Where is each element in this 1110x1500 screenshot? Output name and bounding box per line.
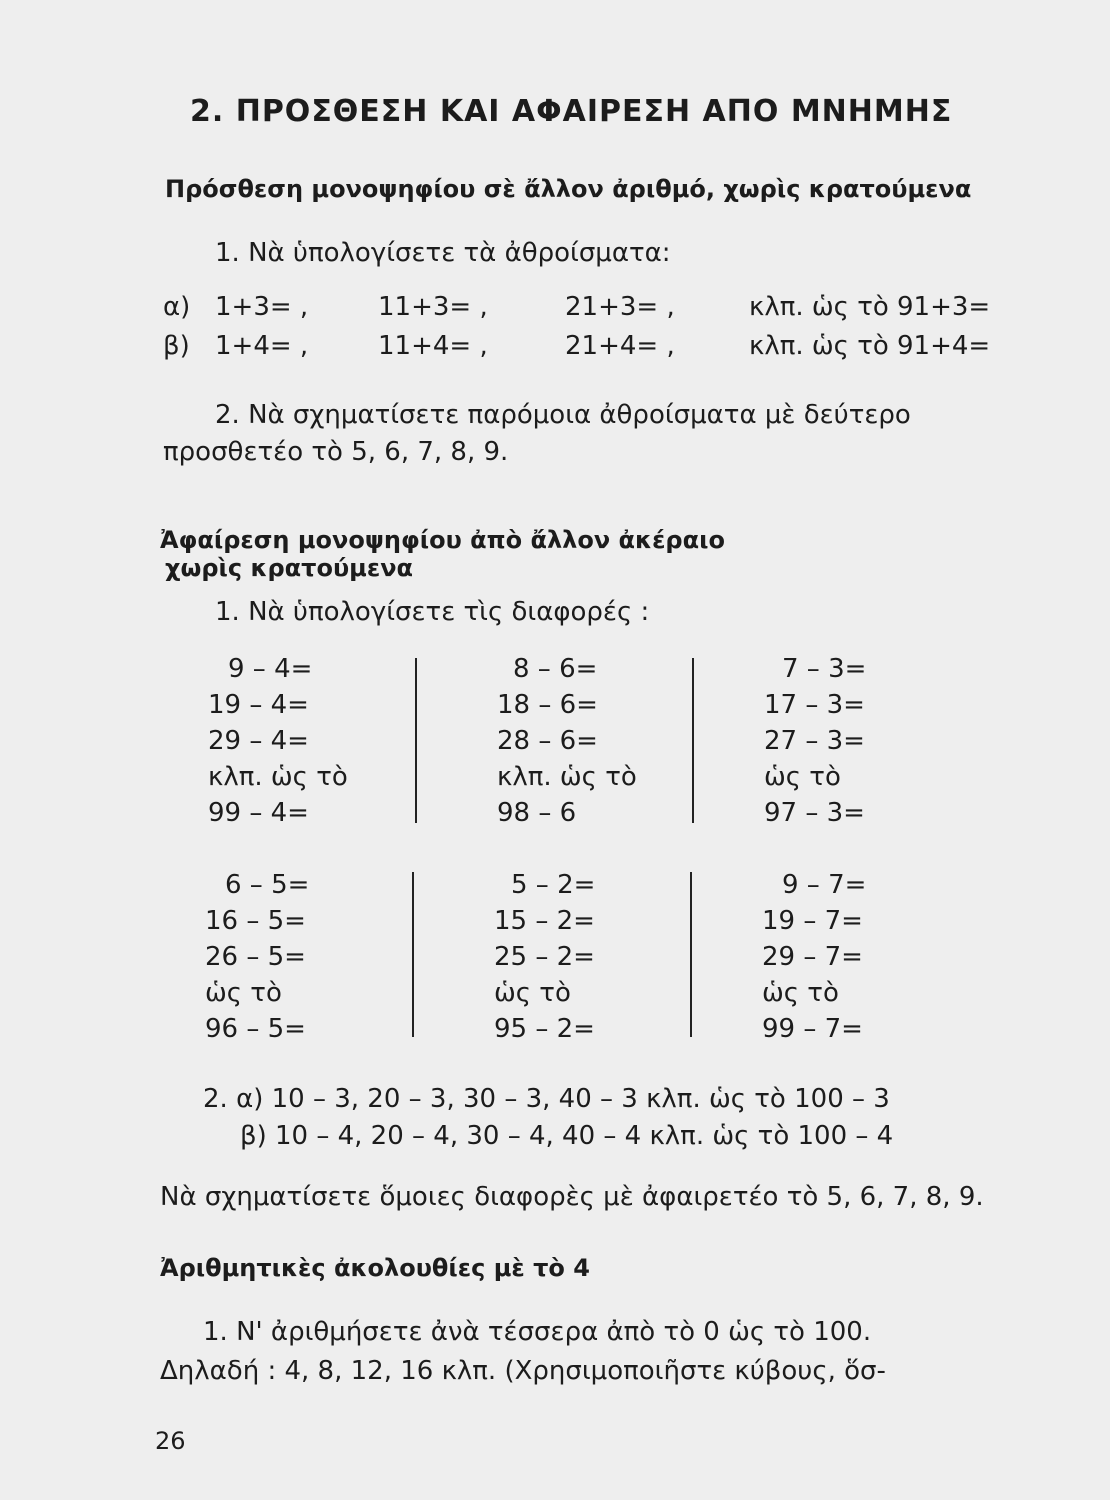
equation: 29 – 7= [762, 942, 863, 972]
column-divider [690, 872, 692, 1037]
equation: 27 – 3= [764, 726, 865, 756]
equation: 98 – 6 [497, 798, 577, 828]
column-divider [415, 658, 417, 823]
equation: κλπ. ὡς τὸ [497, 762, 637, 792]
equation: 19 – 4= [208, 690, 309, 720]
exercise-text: 2. Νὰ σχηματίσετε παρόμοια ἀθροίσματα μὲ δεύτερο [215, 400, 911, 430]
equation: κλπ. ὡς τὸ 91+4= [749, 331, 991, 361]
equation: 96 – 5= [205, 1014, 306, 1044]
equation: 7 – 3= [782, 654, 867, 684]
equation: 95 – 2= [494, 1014, 595, 1044]
equation: κλπ. ὡς τὸ [208, 762, 348, 792]
equation: 29 – 4= [208, 726, 309, 756]
exercise-text: 1. Ν' ἀριθμήσετε ἀνὰ τέσσερα ἀπὸ τὸ 0 ὡς τὸ 100. [203, 1317, 872, 1347]
equation: 5 – 2= [511, 870, 596, 900]
equation: 9 – 4= [228, 654, 313, 684]
equation: 99 – 7= [762, 1014, 863, 1044]
equation: 28 – 6= [497, 726, 598, 756]
exercise-text: προσθετέο τὸ 5, 6, 7, 8, 9. [163, 437, 509, 467]
equation: 15 – 2= [494, 906, 595, 936]
equation: κλπ. ὡς τὸ 91+3= [749, 292, 991, 322]
exercise-text: 1. Νὰ ὑπολογίσετε τὰ ἀθροίσματα: [215, 238, 671, 268]
equation: 11+4= , [378, 331, 488, 361]
section-heading-subtraction: Ἀφαίρεση μονοψηφίου ἀπὸ ἄλλον ἀκέραιο [160, 526, 725, 554]
equation: ὡς τὸ [205, 978, 282, 1008]
equation: 9 – 7= [782, 870, 867, 900]
equation: 1+3= , [215, 292, 309, 322]
column-divider [412, 872, 414, 1037]
equation: 26 – 5= [205, 942, 306, 972]
equation: 19 – 7= [762, 906, 863, 936]
row-label: α) [163, 292, 191, 322]
column-divider [692, 658, 694, 823]
section-heading-sequences: Ἀριθμητικὲς ἀκολουθίες μὲ τὸ 4 [160, 1254, 590, 1282]
equation: 99 – 4= [208, 798, 309, 828]
equation: ὡς τὸ [764, 762, 841, 792]
exercise-text: 2. α) 10 – 3, 20 – 3, 30 – 3, 40 – 3 κλπ. ὡς τὸ 100 – 3 [203, 1084, 890, 1114]
page-number: 26 [155, 1427, 186, 1455]
exercise-text: Δηλαδή : 4, 8, 12, 16 κλπ. (Χρησιμοποιῆστε κύβους, ὅσ- [160, 1356, 886, 1386]
equation: 21+4= , [565, 331, 675, 361]
equation: 1+4= , [215, 331, 309, 361]
section-heading-subtraction-cont: χωρὶς κρατούμενα [165, 554, 414, 582]
page-title: 2. ΠΡΟΣΘΕΣΗ ΚΑΙ ΑΦΑΙΡΕΣΗ ΑΠΟ ΜΝΗΜΗΣ [190, 94, 953, 129]
equation: ὡς τὸ [762, 978, 839, 1008]
equation: ὡς τὸ [494, 978, 571, 1008]
exercise-text: 1. Νὰ ὑπολογίσετε τὶς διαφορές : [215, 597, 650, 627]
equation: 16 – 5= [205, 906, 306, 936]
equation: 21+3= , [565, 292, 675, 322]
equation: 11+3= , [378, 292, 488, 322]
exercise-text: Νὰ σχηματίσετε ὅμοιες διαφορὲς μὲ ἀφαιρετέο τὸ 5, 6, 7, 8, 9. [160, 1182, 984, 1212]
equation: 17 – 3= [764, 690, 865, 720]
exercise-text: β) 10 – 4, 20 – 4, 30 – 4, 40 – 4 κλπ. ὡς τὸ 100 – 4 [240, 1121, 894, 1151]
equation: 6 – 5= [225, 870, 310, 900]
equation: 8 – 6= [513, 654, 598, 684]
section-heading-addition: Πρόσθεση μονοψηφίου σὲ ἄλλον ἀριθμό, χωρὶς κρατούμενα [165, 175, 972, 203]
equation: 25 – 2= [494, 942, 595, 972]
equation: 97 – 3= [764, 798, 865, 828]
equation: 18 – 6= [497, 690, 598, 720]
row-label: β) [163, 331, 190, 361]
